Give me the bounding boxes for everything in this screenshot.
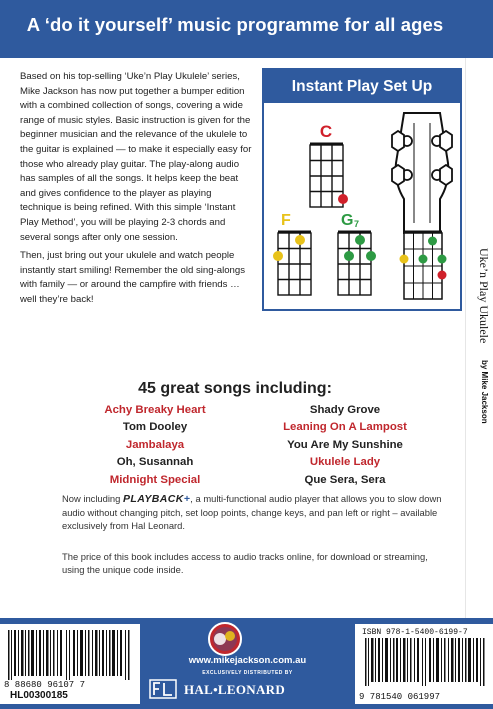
chord-label-f: F <box>281 212 291 229</box>
upc-digits: 8 88680 96107 7 <box>4 680 86 690</box>
song-title: Oh, Susannah <box>116 456 194 469</box>
songs-column-right <box>240 402 450 489</box>
isbn-digits: 9 781540 061997 <box>359 692 441 702</box>
chord-g7-dot-1 <box>344 251 354 261</box>
chord-c-dot <box>338 194 348 204</box>
playback-prefix: Now including <box>62 493 123 504</box>
hl-code: HL00300185 <box>10 690 68 701</box>
songs-column-left <box>50 402 260 489</box>
song-title: Jambalaya <box>125 438 185 451</box>
play-life-music-logo <box>208 622 242 656</box>
song-title: Tom Dooley <box>122 421 188 434</box>
isbn-barcode-bars <box>355 638 493 692</box>
hal-leonard-wordmark: HAL•LEONARD <box>184 682 286 697</box>
intro-paragraph-1: Based on his top-selling ‘Uke’n Play Ukulele’ series, Mike Jackson has now put together a bumper edition with a combined collection of songs, covering a wide range of music styles. Basic instruction is given for the beginner musician and the relevance of the ukulele to the guitar is explained — to make it especially easy for those who already play guitar. The play-along audio has samples of all the songs. It helps keep the beat and gives confidence to the player as playing technique is being refined. With this simple ‘Instant Play Method’, you will be playing 2-3 chords and several songs after only one session. <box>20 71 252 243</box>
play-life-music-logo-mark <box>210 624 240 654</box>
instant-play-setup-box <box>262 68 462 311</box>
chord-c-grid <box>310 144 343 207</box>
spine <box>465 58 493 618</box>
song-title: Que Sera, Sera <box>304 473 386 486</box>
chord-f-dot-2 <box>295 235 305 245</box>
chord-label-c: C <box>319 122 333 141</box>
songs-title: 45 great songs including: <box>138 380 332 397</box>
playback-paragraph <box>62 492 442 533</box>
chord-f-grid <box>278 232 311 295</box>
song-title: Achy Breaky Heart <box>104 404 206 416</box>
spine-author: by Mike Jackson <box>480 360 489 424</box>
song-title: You Are My Sunshine <box>287 438 403 451</box>
website-link[interactable]: www.mikejackson.com.au <box>188 655 307 666</box>
setup-title: Instant Play Set Up <box>264 70 460 103</box>
spine-text <box>467 248 491 424</box>
chord-g7-dot-2 <box>355 235 365 245</box>
spine-title: Uke’n Play Ukulele <box>477 248 491 344</box>
song-title: Shady Grove <box>309 404 381 416</box>
hal-leonard-emblem-icon <box>146 677 180 701</box>
chord-label-g7-sub: 7 <box>354 219 360 229</box>
distributed-by-label: EXCLUSIVELY DISTRIBUTED BY <box>202 670 293 676</box>
hal-leonard-logo <box>146 677 349 703</box>
chord-f-dot-1 <box>273 251 283 261</box>
headline: A ‘do it yourself’ music programme for all ages <box>26 14 444 35</box>
chord-g7-dot-3 <box>366 251 376 261</box>
playback-logo: PLAYBACK+ <box>122 493 191 505</box>
song-title: Leaning On A Lampost <box>283 421 407 434</box>
song-title: Ukulele Lady <box>309 456 381 469</box>
upc-barcode-bars <box>0 630 140 686</box>
ukulele-headstock-illustration <box>392 113 452 299</box>
song-title: Midnight Special <box>109 473 201 486</box>
isbn-number: ISBN 978-1-5400-6199-7 <box>362 628 468 637</box>
chord-diagrams <box>264 103 460 309</box>
playback-text: , a multi-functional audio player that allows you to slow down audio without changing pitch, set loop points, change keys, and pan left or right – available exclusively from Hal Leonard. <box>62 493 442 532</box>
chord-label-g7: G <box>341 212 354 229</box>
intro-paragraph-2: Then, just bring out your ukulele and watch people instantly start smiling! Remember the old sing-alongs with family — or around the campfire with friends … well they’re back! <box>20 250 246 305</box>
price-note: The price of this book includes access to audio tracks online, for download or streaming, using the unique code inside. <box>62 551 428 576</box>
intro-text <box>20 70 252 312</box>
chord-g7-grid <box>338 232 371 295</box>
